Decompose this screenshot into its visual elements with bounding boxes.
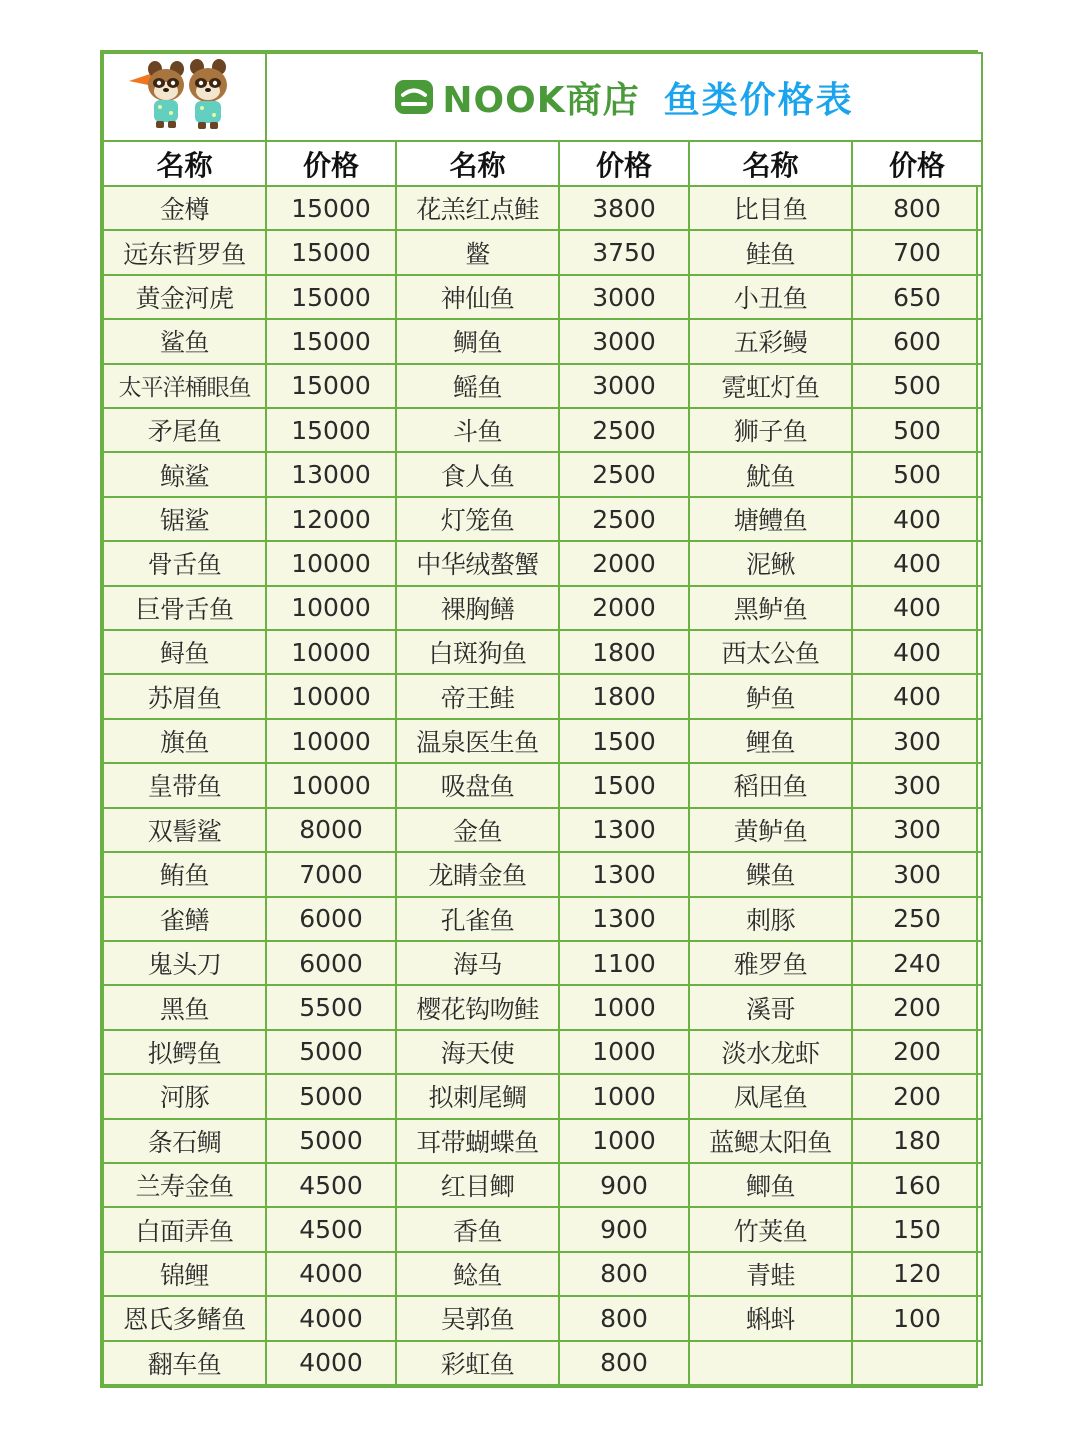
fish-price-cell: 240 [852,941,982,985]
fish-name-cell: 红目鲫 [396,1163,559,1207]
fish-name-cell: 刺豚 [689,897,852,941]
fish-name-cell: 泥鳅 [689,541,852,585]
fish-price-cell: 400 [852,497,982,541]
fish-name-cell: 鳖 [396,230,559,274]
fish-name-cell: 太平洋桶眼鱼 [103,364,266,408]
fish-name-cell: 淡水龙虾 [689,1030,852,1074]
title-cell [266,53,982,141]
fish-name-cell: 凤尾鱼 [689,1074,852,1118]
fish-name-cell: 鲤鱼 [689,719,852,763]
fish-name-cell: 白面弄鱼 [103,1207,266,1251]
fish-price-cell: 1100 [559,941,689,985]
fish-price-cell: 200 [852,985,982,1029]
fish-name-cell: 兰寿金鱼 [103,1163,266,1207]
fish-name-cell: 吴郭鱼 [396,1296,559,1340]
fish-price-cell: 10000 [266,630,396,674]
fish-name-cell: 稻田鱼 [689,763,852,807]
table-row [103,497,982,541]
fish-name-cell: 恩氏多鳍鱼 [103,1296,266,1340]
fish-price-cell: 1800 [559,630,689,674]
fish-price-cell: 2500 [559,408,689,452]
fish-name-cell: 拟鳄鱼 [103,1030,266,1074]
fish-price-cell: 900 [559,1207,689,1251]
fish-price-cell: 400 [852,586,982,630]
fish-price-cell: 300 [852,852,982,896]
fish-price-cell: 2000 [559,541,689,585]
fish-name-cell: 帝王鲑 [396,674,559,718]
fish-price-cell: 8000 [266,808,396,852]
fish-price-cell: 15000 [266,275,396,319]
table-row [103,452,982,496]
fish-price-cell: 15000 [266,230,396,274]
fish-price-cell: 15000 [266,319,396,363]
fish-price-cell: 400 [852,630,982,674]
fish-price-cell: 400 [852,541,982,585]
table-row [103,897,982,941]
fish-name-cell: 中华绒螯蟹 [396,541,559,585]
fish-name-cell: 竹荚鱼 [689,1207,852,1251]
fish-price-cell: 600 [852,319,982,363]
fish-name-cell: 苏眉鱼 [103,674,266,718]
fish-price-cell [852,1341,982,1385]
fish-price-cell: 10000 [266,719,396,763]
fish-price-cell: 800 [559,1252,689,1296]
fish-name-cell: 矛尾鱼 [103,408,266,452]
fish-name-cell: 小丑鱼 [689,275,852,319]
fish-price-cell: 2500 [559,497,689,541]
fish-price-cell: 1500 [559,719,689,763]
fish-name-cell: 香鱼 [396,1207,559,1251]
table-row [103,985,982,1029]
tanuki-right-icon [189,59,227,129]
fish-name-cell: 鲫鱼 [689,1163,852,1207]
fish-price-cell: 300 [852,763,982,807]
fish-name-cell: 彩虹鱼 [396,1341,559,1385]
table-row [103,630,982,674]
fish-price-cell: 1500 [559,763,689,807]
fish-name-cell: 海天使 [396,1030,559,1074]
fish-price-cell: 1000 [559,1119,689,1163]
table-row [103,275,982,319]
fish-price-cell: 120 [852,1252,982,1296]
fish-name-cell: 海马 [396,941,559,985]
column-header-price: 价格 [852,141,982,186]
fish-price-cell: 3800 [559,186,689,230]
fish-name-cell: 鲽鱼 [689,852,852,896]
fish-name-cell: 青蛙 [689,1252,852,1296]
table-row [103,808,982,852]
fish-price-table [102,52,983,1386]
shop-name: NOOK商店 [442,79,640,121]
fish-name-cell: 河豚 [103,1074,266,1118]
fish-name-cell: 孔雀鱼 [396,897,559,941]
fish-name-cell: 耳带蝴蝶鱼 [396,1119,559,1163]
fish-name-cell: 黄金河虎 [103,275,266,319]
nook-leaf-icon [394,77,434,117]
fish-name-cell: 黑鲈鱼 [689,586,852,630]
table-row [103,719,982,763]
fish-price-cell: 500 [852,452,982,496]
fish-name-cell: 鬼头刀 [103,941,266,985]
fish-name-cell: 鲨鱼 [103,319,266,363]
fish-name-cell: 霓虹灯鱼 [689,364,852,408]
fish-price-cell: 10000 [266,541,396,585]
column-header-price: 价格 [559,141,689,186]
table-row [103,1163,982,1207]
fish-name-cell: 魷鱼 [689,452,852,496]
fish-price-cell: 200 [852,1030,982,1074]
table-row [103,1074,982,1118]
fish-name-cell: 蓝鳃太阳鱼 [689,1119,852,1163]
fish-name-cell: 鲔鱼 [103,852,266,896]
fish-name-cell: 黑鱼 [103,985,266,1029]
fish-name-cell: 拟刺尾鲷 [396,1074,559,1118]
fish-price-cell: 500 [852,364,982,408]
fish-price-cell: 15000 [266,186,396,230]
table-row [103,586,982,630]
table-row [103,1119,982,1163]
fish-name-cell: 白斑狗鱼 [396,630,559,674]
fish-name-cell: 骨舌鱼 [103,541,266,585]
fish-price-cell: 900 [559,1163,689,1207]
fish-name-cell: 灯笼鱼 [396,497,559,541]
title-row [103,53,982,141]
tanuki-left-icon [148,61,184,128]
fish-price-cell: 160 [852,1163,982,1207]
fish-name-cell: 神仙鱼 [396,275,559,319]
fish-price-cell: 15000 [266,364,396,408]
table-row [103,852,982,896]
fish-price-cell: 1300 [559,852,689,896]
fish-name-cell [689,1341,852,1385]
fish-price-cell: 1300 [559,808,689,852]
fish-price-cell: 180 [852,1119,982,1163]
fish-name-cell: 裸胸鳝 [396,586,559,630]
fish-name-cell: 皇带鱼 [103,763,266,807]
fish-name-cell: 雀鳝 [103,897,266,941]
table-row [103,364,982,408]
fish-price-cell: 10000 [266,586,396,630]
fish-name-cell: 温泉医生鱼 [396,719,559,763]
header-row [103,141,982,186]
fish-name-cell: 西太公鱼 [689,630,852,674]
fish-price-cell: 100 [852,1296,982,1340]
fish-price-cell: 400 [852,674,982,718]
fish-price-cell: 300 [852,719,982,763]
fish-price-cell: 13000 [266,452,396,496]
fish-price-cell: 3000 [559,319,689,363]
fish-price-cell: 200 [852,1074,982,1118]
fish-price-cell: 4000 [266,1341,396,1385]
fish-price-cell: 5500 [266,985,396,1029]
fish-name-cell: 樱花钩吻鲑 [396,985,559,1029]
column-header-price: 价格 [266,141,396,186]
fish-price-cell: 10000 [266,763,396,807]
fish-name-cell: 双髻鲨 [103,808,266,852]
shop-logo [394,72,639,123]
fish-name-cell: 蝌蚪 [689,1296,852,1340]
fish-name-cell: 远东哲罗鱼 [103,230,266,274]
tanuki-mascot-icon [125,55,245,135]
fish-name-cell: 鲷鱼 [396,319,559,363]
fish-name-cell: 塘鳢鱼 [689,497,852,541]
fish-price-cell: 700 [852,230,982,274]
fish-price-cell: 1000 [559,1074,689,1118]
fish-price-cell: 5000 [266,1030,396,1074]
fish-name-cell: 鲑鱼 [689,230,852,274]
fish-price-cell: 1000 [559,985,689,1029]
fish-name-cell: 条石鲷 [103,1119,266,1163]
fish-price-cell: 4000 [266,1252,396,1296]
table-row [103,541,982,585]
fish-name-cell: 鲶鱼 [396,1252,559,1296]
fish-price-cell: 10000 [266,674,396,718]
fish-name-cell: 狮子鱼 [689,408,852,452]
table-row [103,1296,982,1340]
fish-price-cell: 6000 [266,941,396,985]
table-row [103,319,982,363]
table-row [103,941,982,985]
fish-name-cell: 龙睛金鱼 [396,852,559,896]
fish-name-cell: 鲟鱼 [103,630,266,674]
table-row [103,763,982,807]
fish-price-cell: 6000 [266,897,396,941]
column-header-name: 名称 [396,141,559,186]
fish-name-cell: 鲸鲨 [103,452,266,496]
fish-price-cell: 3000 [559,275,689,319]
fish-price-cell: 5000 [266,1119,396,1163]
fish-price-cell: 15000 [266,408,396,452]
table-row [103,186,982,230]
fish-price-cell: 1000 [559,1030,689,1074]
fish-name-cell: 锯鲨 [103,497,266,541]
mascot-cell [103,53,266,141]
fish-price-cell: 650 [852,275,982,319]
fish-name-cell: 吸盘鱼 [396,763,559,807]
fish-name-cell: 食人鱼 [396,452,559,496]
fish-price-cell: 2000 [559,586,689,630]
fish-price-cell: 150 [852,1207,982,1251]
table-row [103,230,982,274]
fish-name-cell: 五彩鳗 [689,319,852,363]
table-row [103,1030,982,1074]
fish-price-cell: 250 [852,897,982,941]
table-row [103,1207,982,1251]
fish-price-cell: 12000 [266,497,396,541]
fish-price-cell: 3000 [559,364,689,408]
fish-price-cell: 4500 [266,1163,396,1207]
fish-name-cell: 黄鲈鱼 [689,808,852,852]
page-title: 鱼类价格表 [663,79,854,121]
title-bar [267,72,981,123]
price-sheet [100,50,978,1388]
fish-price-cell: 800 [559,1296,689,1340]
fish-name-cell: 锦鲤 [103,1252,266,1296]
fish-price-cell: 2500 [559,452,689,496]
fish-price-cell: 4000 [266,1296,396,1340]
fish-price-cell: 300 [852,808,982,852]
fish-name-cell: 金鱼 [396,808,559,852]
fish-name-cell: 金樽 [103,186,266,230]
fish-name-cell: 鲈鱼 [689,674,852,718]
fish-name-cell: 斗鱼 [396,408,559,452]
fish-price-cell: 800 [559,1341,689,1385]
fish-price-cell: 800 [852,186,982,230]
fish-name-cell: 翻车鱼 [103,1341,266,1385]
table-row [103,408,982,452]
table-row [103,1252,982,1296]
table-row [103,674,982,718]
column-header-name: 名称 [103,141,266,186]
fish-name-cell: 花羔红点鲑 [396,186,559,230]
fish-name-cell: 鳐鱼 [396,364,559,408]
fish-name-cell: 旗鱼 [103,719,266,763]
fish-price-cell: 7000 [266,852,396,896]
fish-name-cell: 巨骨舌鱼 [103,586,266,630]
fish-price-cell: 4500 [266,1207,396,1251]
fish-price-cell: 500 [852,408,982,452]
fish-name-cell: 比目鱼 [689,186,852,230]
fish-price-cell: 1800 [559,674,689,718]
fish-price-cell: 1300 [559,897,689,941]
fish-price-cell: 5000 [266,1074,396,1118]
fish-name-cell: 溪哥 [689,985,852,1029]
fish-price-cell: 3750 [559,230,689,274]
column-header-name: 名称 [689,141,852,186]
fish-name-cell: 雅罗鱼 [689,941,852,985]
table-row [103,1341,982,1385]
